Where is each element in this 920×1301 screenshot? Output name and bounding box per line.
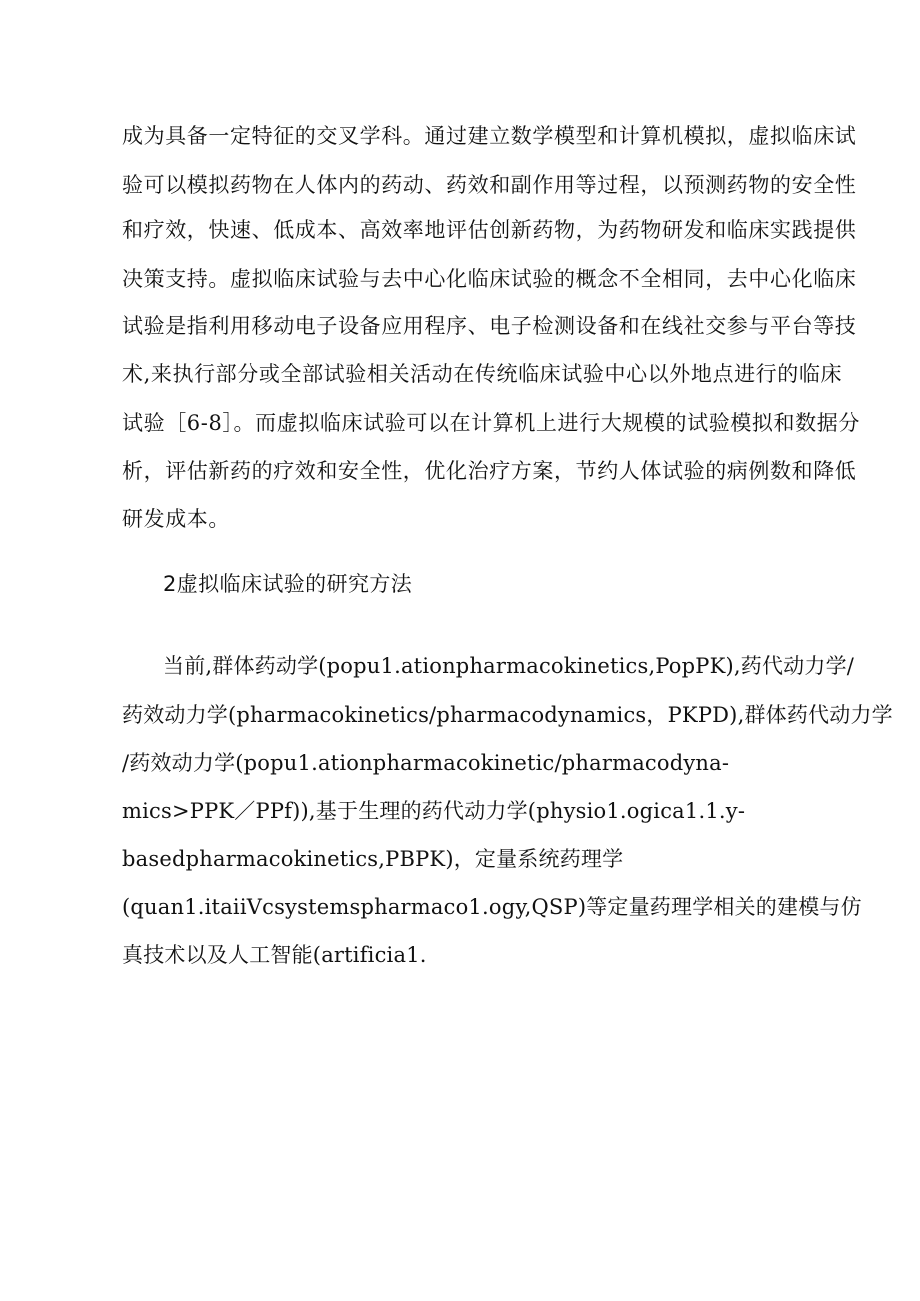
text-line: 决策支持。虚拟临床试验与去中心化临床试验的概念不全相同，去中心化临床 xyxy=(122,267,857,291)
text-line: 验可以模拟药物在人体内的药动、药效和副作用等过程，以预测药物的安全性 xyxy=(122,173,857,197)
text-line: 和疗效，快速、低成本、高效率地评估创新药物，为药物研发和临床实践提供 xyxy=(122,218,857,242)
text-line: 试验是指利用移动电子设备应用程序、电子检测设备和在线社交参与平台等技 xyxy=(122,314,857,338)
text-line: 当前,群体药动学(popu1.ationpharmacokinetics,PopPK),药代动力学/ xyxy=(163,654,855,678)
text-line: 成为具备一定特征的交叉学科。通过建立数学模型和计算机模拟，虚拟临床试 xyxy=(122,124,857,148)
text-line: 试验［6-8］。而虚拟临床试验可以在计算机上进行大规模的试验模拟和数据分 xyxy=(122,411,860,435)
text-line: basedpharmacokinetics,PBPK)，定量系统药理学 xyxy=(122,847,624,871)
text-line: mics>PPK／PPf)),基于生理的药代动力学(physio1.ogica1.1.y- xyxy=(122,799,746,823)
text-line: 析，评估新药的疗效和安全性，优化治疗方案，节约人体试验的病例数和降低 xyxy=(122,459,857,483)
text-line: (quan1.itaiiVcsystemspharmaco1.ogy,QSP)等定量药理学相关的建模与仿 xyxy=(122,895,862,919)
text-line: 真技术以及人工智能(artificia1. xyxy=(122,943,427,967)
text-line: 术,来执行部分或全部试验相关活动在传统临床试验中心以外地点进行的临床 xyxy=(122,362,843,386)
section-heading: 2虚拟临床试验的研究方法 xyxy=(163,572,413,596)
text-line: /药效动力学(popu1.ationpharmacokinetic/pharmacodyna- xyxy=(122,751,730,775)
text-line: 药效动力学(pharmacokinetics/pharmacodynamics，PKPD),群体药代动力学 xyxy=(122,703,893,727)
text-line: 研发成本。 xyxy=(122,507,230,531)
